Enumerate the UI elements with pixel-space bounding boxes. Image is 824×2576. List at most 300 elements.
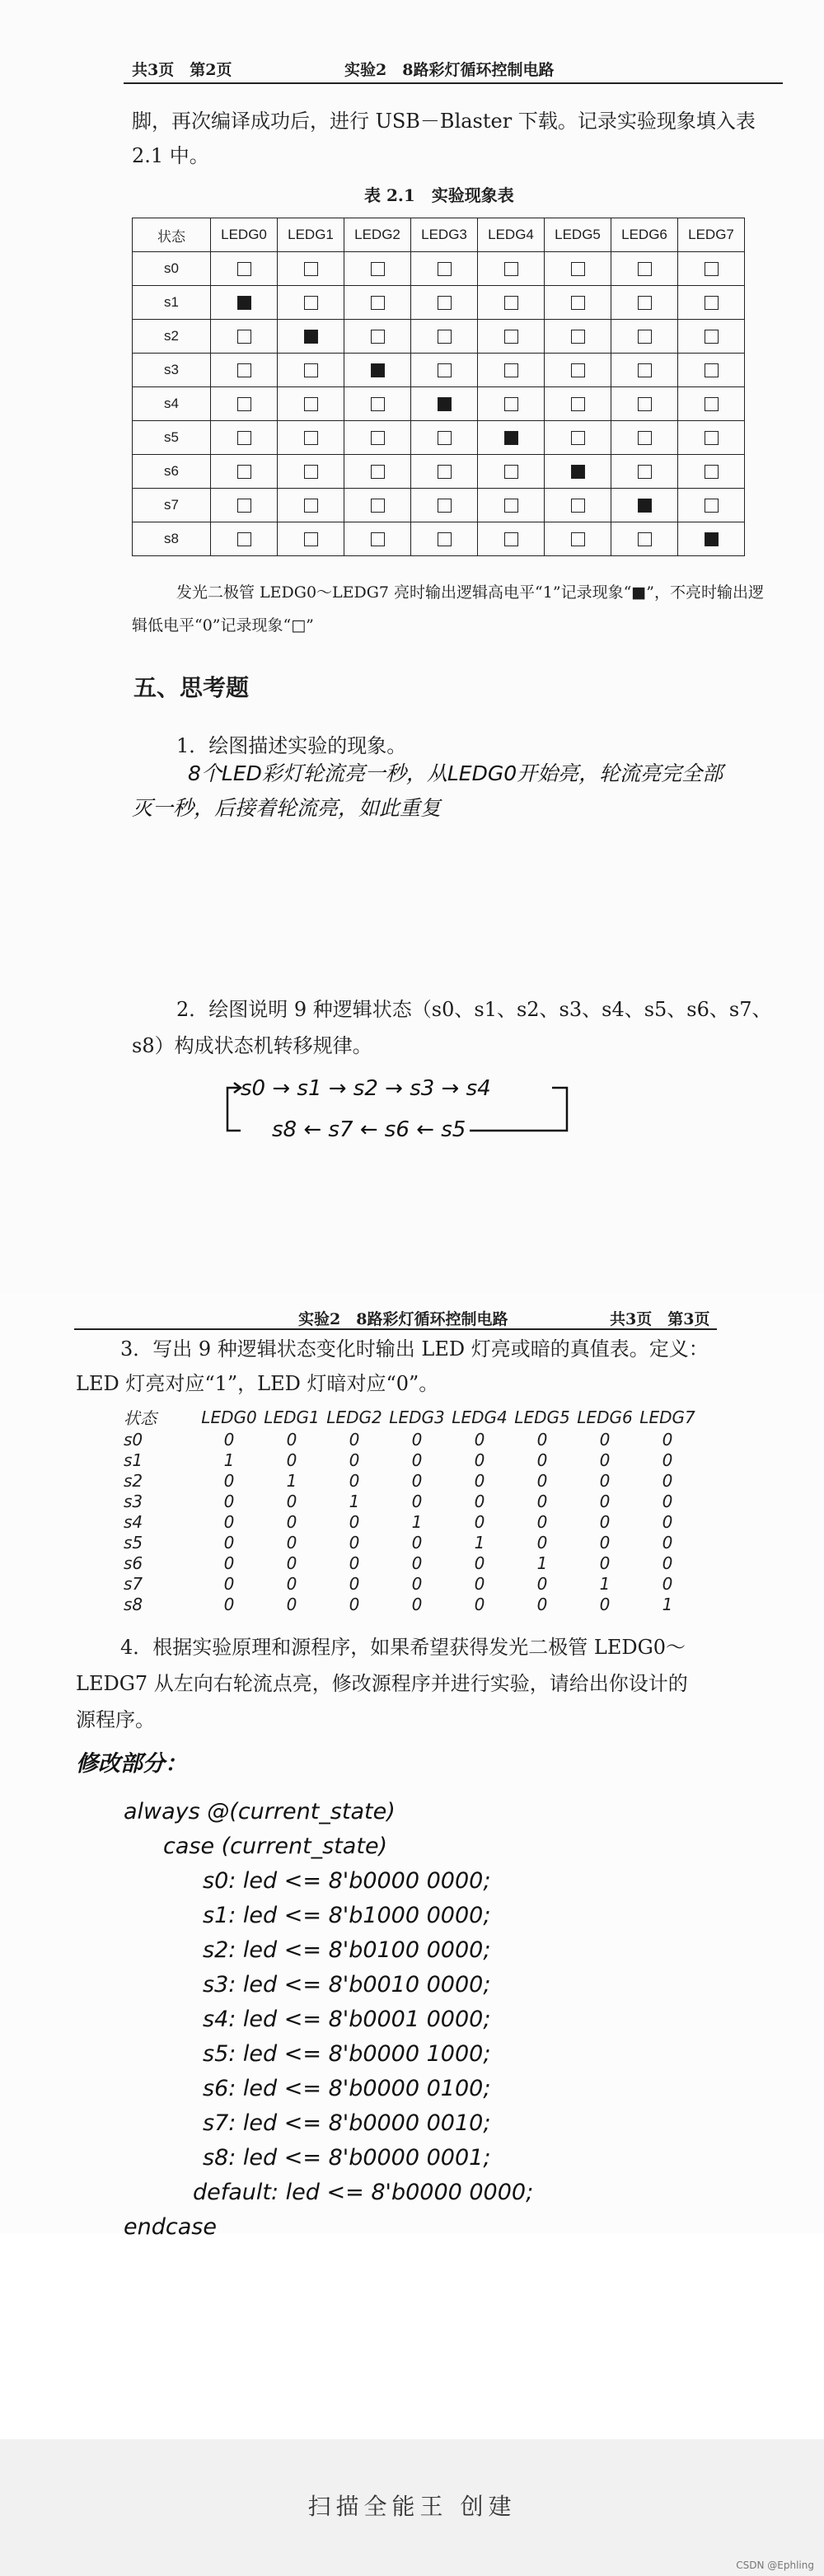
led-cell: [611, 421, 678, 455]
truth-cell: LEDG1: [264, 1407, 320, 1427]
empty-square-icon: [705, 330, 719, 344]
truth-cell: 1: [286, 1470, 297, 1491]
empty-square-icon: [371, 330, 385, 344]
led-cell: [678, 320, 745, 354]
empty-square-icon: [705, 262, 719, 276]
empty-square-icon: [438, 499, 452, 513]
question-3-line-2: LED 灯亮对应“1”，LED 灯暗对应“0”。: [76, 1372, 439, 1395]
truth-cell: 0: [349, 1470, 360, 1491]
empty-square-icon: [304, 532, 318, 546]
truth-cell: 0: [599, 1511, 611, 1532]
table-row: [133, 320, 745, 354]
note-line-2: 辑低电平“0”记录现象“□”: [132, 616, 314, 635]
filled-square-icon: [571, 465, 585, 479]
empty-square-icon: [504, 465, 518, 479]
led-cell: [678, 354, 745, 387]
question-2-line-1: 2．绘图说明 9 种逻辑状态（s0、s1、s2、s3、s4、s5、s6、s7、: [176, 998, 772, 1021]
truth-cell: 0: [223, 1553, 235, 1573]
led-cell: [211, 455, 278, 489]
header-rule: [124, 82, 783, 84]
truth-header-row: [124, 1405, 699, 1429]
truth-cell: 0: [474, 1573, 485, 1594]
led-cell: [545, 252, 611, 286]
truth-cell: 0: [349, 1573, 360, 1594]
empty-square-icon: [638, 262, 652, 276]
empty-square-icon: [438, 465, 452, 479]
truth-cell: 0: [474, 1450, 485, 1470]
truth-cell: 0: [223, 1470, 235, 1491]
empty-square-icon: [371, 296, 385, 310]
led-cell: [478, 252, 545, 286]
question-1: 1．绘图描述实验的现象。: [176, 734, 407, 757]
truth-cell: 1: [662, 1594, 673, 1614]
truth-cell: s2: [124, 1470, 143, 1491]
table-header-cell: LEDG2: [344, 218, 411, 252]
empty-square-icon: [638, 431, 652, 445]
answer-1-line-1: 8个LED彩灯轮流亮一秒，从LEDG0开始亮，轮流亮完全部: [188, 761, 723, 785]
truth-cell: 0: [536, 1491, 548, 1511]
truth-cell: 0: [223, 1573, 235, 1594]
table-header-cell: LEDG1: [278, 218, 344, 252]
empty-square-icon: [237, 499, 251, 513]
led-cell: [211, 252, 278, 286]
state-cell: s0: [133, 252, 211, 286]
led-cell: [278, 489, 344, 522]
truth-cell: 0: [662, 1470, 673, 1491]
led-cell: [478, 387, 545, 421]
empty-square-icon: [237, 397, 251, 411]
empty-square-icon: [571, 397, 585, 411]
truth-cell: LEDG5: [514, 1407, 570, 1427]
truth-cell: 0: [474, 1429, 485, 1450]
intro-line-2: 2.1 中。: [132, 144, 209, 167]
question-2-line-2: s8）构成状态机转移规律。: [132, 1034, 372, 1057]
note-line-1: 发光二极管 LEDG0～LEDG7 亮时输出逻辑高电平“1”记录现象“■”，不亮时输出逻: [176, 583, 764, 602]
state-cell: s8: [133, 522, 211, 556]
empty-square-icon: [304, 431, 318, 445]
page-2-header-title: 实验2 8路彩灯循环控制电路: [298, 1310, 508, 1328]
code-line: default: led <= 8'b0000 0000;: [193, 2180, 534, 2205]
led-cell: [678, 522, 745, 556]
truth-cell: 0: [599, 1553, 611, 1573]
empty-square-icon: [705, 431, 719, 445]
led-cell: [411, 455, 478, 489]
led-cell: [478, 286, 545, 320]
led-cell: [411, 522, 478, 556]
page-1-header-title: 实验2 8路彩灯循环控制电路: [344, 61, 555, 79]
truth-cell: 0: [349, 1511, 360, 1532]
led-cell: [344, 421, 411, 455]
empty-square-icon: [371, 431, 385, 445]
state-cell: s3: [133, 354, 211, 387]
truth-cell: 0: [536, 1573, 548, 1594]
truth-cell: 0: [536, 1429, 548, 1450]
filled-square-icon: [705, 532, 719, 546]
code-line: s1: led <= 8'b1000 0000;: [203, 1903, 491, 1928]
truth-cell: LEDG7: [639, 1407, 695, 1427]
led-cell: [278, 387, 344, 421]
truth-cell: 0: [599, 1450, 611, 1470]
led-cell: [545, 286, 611, 320]
table-row: [133, 387, 745, 421]
truth-cell: 0: [536, 1511, 548, 1532]
led-cell: [545, 489, 611, 522]
empty-square-icon: [304, 465, 318, 479]
led-cell: [478, 320, 545, 354]
led-cell: [344, 522, 411, 556]
truth-cell: 0: [349, 1532, 360, 1553]
empty-square-icon: [438, 262, 452, 276]
scanner-footer: [0, 2439, 824, 2576]
truth-cell: 0: [662, 1511, 673, 1532]
empty-square-icon: [438, 363, 452, 377]
led-cell: [611, 387, 678, 421]
truth-cell: s6: [124, 1553, 143, 1573]
truth-row: [124, 1532, 699, 1553]
led-cell: [678, 489, 745, 522]
empty-square-icon: [438, 330, 452, 344]
truth-table: [124, 1405, 699, 1614]
led-cell: [678, 252, 745, 286]
empty-square-icon: [438, 431, 452, 445]
empty-square-icon: [371, 532, 385, 546]
led-cell: [411, 286, 478, 320]
truth-cell: s5: [124, 1532, 143, 1553]
table-header-cell: 状态: [133, 218, 211, 252]
led-cell: [678, 387, 745, 421]
code-line: s3: led <= 8'b0010 0000;: [203, 1972, 491, 1998]
truth-cell: 1: [349, 1491, 360, 1511]
led-cell: [678, 421, 745, 455]
empty-square-icon: [705, 397, 719, 411]
empty-square-icon: [504, 262, 518, 276]
truth-cell: 0: [474, 1470, 485, 1491]
led-cell: [411, 320, 478, 354]
led-cell: [344, 286, 411, 320]
truth-cell: 0: [349, 1450, 360, 1470]
truth-cell: 0: [662, 1429, 673, 1450]
led-cell: [211, 387, 278, 421]
table-header-cell: LEDG0: [211, 218, 278, 252]
led-cell: [478, 421, 545, 455]
led-cell: [478, 455, 545, 489]
table-header-cell: LEDG7: [678, 218, 745, 252]
empty-square-icon: [705, 465, 719, 479]
truth-cell: 0: [349, 1553, 360, 1573]
truth-cell: 0: [662, 1532, 673, 1553]
truth-row: [124, 1491, 699, 1511]
empty-square-icon: [237, 262, 251, 276]
answer-1-line-2: 灭一秒，后接着轮流亮，如此重复: [132, 796, 442, 820]
led-cell: [344, 489, 411, 522]
empty-square-icon: [304, 262, 318, 276]
empty-square-icon: [304, 499, 318, 513]
truth-row: [124, 1470, 699, 1491]
question-4-line-3: 源程序。: [76, 1708, 155, 1731]
truth-cell: 0: [662, 1450, 673, 1470]
code-line: always @(current_state): [124, 1799, 396, 1824]
code-line: s4: led <= 8'b0001 0000;: [203, 2007, 491, 2032]
empty-square-icon: [237, 363, 251, 377]
truth-cell: s7: [124, 1573, 143, 1594]
code-line: s7: led <= 8'b0000 0010;: [203, 2110, 491, 2136]
truth-cell: 0: [286, 1553, 297, 1573]
empty-square-icon: [504, 363, 518, 377]
empty-square-icon: [304, 397, 318, 411]
watermark: CSDN @Ephling: [736, 2560, 814, 2571]
state-cell: s5: [133, 421, 211, 455]
led-cell: [211, 522, 278, 556]
table-row: [133, 489, 745, 522]
empty-square-icon: [237, 532, 251, 546]
truth-cell: LEDG0: [201, 1407, 257, 1427]
modification-label: 修改部分：: [76, 1751, 187, 1777]
empty-square-icon: [237, 465, 251, 479]
truth-cell: 0: [411, 1491, 423, 1511]
empty-square-icon: [638, 532, 652, 546]
truth-cell: 0: [599, 1470, 611, 1491]
truth-cell: 0: [536, 1532, 548, 1553]
led-cell: [344, 354, 411, 387]
table-header-cell: LEDG5: [545, 218, 611, 252]
section-title: 五、思考题: [133, 674, 250, 701]
led-cell: [411, 252, 478, 286]
filled-square-icon: [438, 397, 452, 411]
led-cell: [411, 421, 478, 455]
filled-square-icon: [304, 330, 318, 344]
led-cell: [611, 522, 678, 556]
empty-square-icon: [571, 330, 585, 344]
truth-cell: 0: [599, 1532, 611, 1553]
led-cell: [211, 354, 278, 387]
empty-square-icon: [438, 532, 452, 546]
truth-cell: 0: [286, 1491, 297, 1511]
empty-square-icon: [638, 465, 652, 479]
led-cell: [545, 421, 611, 455]
code-line: endcase: [124, 2214, 217, 2240]
table-header-cell: LEDG4: [478, 218, 545, 252]
code-line: s5: led <= 8'b0000 1000;: [203, 2041, 491, 2067]
state-cell: s1: [133, 286, 211, 320]
fsm-bottom-row: s8 ← s7 ← s6 ← s5: [272, 1117, 466, 1142]
truth-cell: 0: [411, 1429, 423, 1450]
empty-square-icon: [371, 465, 385, 479]
truth-cell: 0: [349, 1594, 360, 1614]
led-cell: [278, 522, 344, 556]
truth-cell: LEDG3: [389, 1407, 445, 1427]
led-cell: [278, 455, 344, 489]
empty-square-icon: [504, 532, 518, 546]
led-cell: [611, 489, 678, 522]
led-cell: [278, 252, 344, 286]
empty-square-icon: [371, 262, 385, 276]
table-header-cell: LEDG6: [611, 218, 678, 252]
empty-square-icon: [638, 330, 652, 344]
truth-row: [124, 1450, 699, 1470]
truth-cell: 1: [411, 1511, 423, 1532]
truth-cell: 0: [223, 1532, 235, 1553]
empty-square-icon: [638, 296, 652, 310]
led-cell: [211, 320, 278, 354]
table-row: [133, 455, 745, 489]
led-cell: [611, 455, 678, 489]
empty-square-icon: [638, 397, 652, 411]
code-line: s0: led <= 8'b0000 0000;: [203, 1868, 491, 1894]
truth-cell: 0: [662, 1553, 673, 1573]
filled-square-icon: [237, 296, 251, 310]
truth-cell: 0: [474, 1553, 485, 1573]
truth-cell: s8: [124, 1594, 143, 1614]
empty-square-icon: [571, 363, 585, 377]
table-row: [133, 522, 745, 556]
truth-cell: 1: [474, 1532, 485, 1553]
table-row: [133, 286, 745, 320]
filled-square-icon: [504, 431, 518, 445]
truth-cell: 0: [411, 1553, 423, 1573]
truth-cell: 0: [223, 1491, 235, 1511]
led-cell: [211, 421, 278, 455]
truth-cell: 0: [223, 1594, 235, 1614]
led-cell: [278, 421, 344, 455]
truth-cell: LEDG6: [577, 1407, 633, 1427]
led-cell: [678, 455, 745, 489]
truth-row: [124, 1511, 699, 1532]
observation-table: [132, 218, 745, 556]
truth-cell: 0: [536, 1450, 548, 1470]
truth-cell: s3: [124, 1491, 143, 1511]
empty-square-icon: [504, 330, 518, 344]
truth-cell: s1: [124, 1450, 143, 1470]
header-rule: [74, 1328, 717, 1330]
handwritten-code: [124, 1796, 766, 2250]
truth-row: [124, 1573, 699, 1594]
intro-line-1: 脚，再次编译成功后，进行 USB－Blaster 下载。记录实验现象填入表: [132, 110, 756, 133]
led-cell: [411, 387, 478, 421]
truth-cell: 0: [411, 1470, 423, 1491]
page-1-header-left: 共3页 第2页: [132, 61, 232, 79]
truth-cell: 0: [223, 1429, 235, 1450]
truth-cell: 0: [411, 1450, 423, 1470]
truth-cell: 0: [286, 1511, 297, 1532]
table-header-cell: LEDG3: [411, 218, 478, 252]
truth-cell: 0: [411, 1573, 423, 1594]
led-cell: [545, 387, 611, 421]
empty-square-icon: [705, 296, 719, 310]
code-line: s8: led <= 8'b0000 0001;: [203, 2145, 491, 2171]
filled-square-icon: [371, 363, 385, 377]
empty-square-icon: [504, 296, 518, 310]
empty-square-icon: [571, 532, 585, 546]
led-cell: [545, 455, 611, 489]
empty-square-icon: [705, 499, 719, 513]
fsm-top-row: s0 → s1 → s2 → s3 → s4: [241, 1076, 491, 1101]
table-row: [133, 252, 745, 286]
truth-cell: 0: [536, 1594, 548, 1614]
truth-cell: 0: [286, 1429, 297, 1450]
truth-cell: 1: [599, 1573, 611, 1594]
truth-cell: 0: [286, 1573, 297, 1594]
state-cell: s2: [133, 320, 211, 354]
truth-cell: 0: [599, 1491, 611, 1511]
led-cell: [211, 286, 278, 320]
led-cell: [478, 354, 545, 387]
truth-cell: 0: [349, 1429, 360, 1450]
question-3-line-1: 3．写出 9 种逻辑状态变化时输出 LED 灯亮或暗的真值表。定义：: [120, 1337, 709, 1361]
led-cell: [611, 354, 678, 387]
truth-row: [124, 1553, 699, 1573]
truth-row: [124, 1594, 699, 1614]
led-cell: [611, 320, 678, 354]
empty-square-icon: [504, 499, 518, 513]
truth-cell: 0: [474, 1594, 485, 1614]
state-cell: s4: [133, 387, 211, 421]
led-cell: [211, 489, 278, 522]
led-cell: [678, 286, 745, 320]
truth-cell: 0: [599, 1594, 611, 1614]
led-cell: [278, 354, 344, 387]
code-line: s6: led <= 8'b0000 0100;: [203, 2076, 491, 2101]
led-cell: [611, 286, 678, 320]
led-cell: [545, 522, 611, 556]
filled-square-icon: [638, 499, 652, 513]
empty-square-icon: [304, 363, 318, 377]
truth-cell: 0: [411, 1532, 423, 1553]
state-cell: s6: [133, 455, 211, 489]
led-cell: [278, 286, 344, 320]
empty-square-icon: [504, 397, 518, 411]
fsm-diagram: [222, 1071, 585, 1145]
page-2-header-right: 共3页 第3页: [610, 1310, 710, 1328]
led-cell: [545, 354, 611, 387]
led-cell: [545, 320, 611, 354]
truth-cell: s4: [124, 1511, 143, 1532]
table-row: [133, 354, 745, 387]
truth-cell: 0: [286, 1532, 297, 1553]
truth-cell: s0: [124, 1429, 143, 1450]
led-cell: [411, 354, 478, 387]
truth-cell: 0: [411, 1594, 423, 1614]
truth-cell: 状态: [124, 1408, 157, 1428]
empty-square-icon: [438, 296, 452, 310]
empty-square-icon: [237, 431, 251, 445]
truth-cell: LEDG2: [326, 1407, 382, 1427]
question-4-line-2: LEDG7 从左向右轮流点亮，修改源程序并进行实验，请给出你设计的: [76, 1672, 688, 1695]
truth-cell: 0: [286, 1594, 297, 1614]
empty-square-icon: [304, 296, 318, 310]
truth-row: [124, 1429, 699, 1450]
empty-square-icon: [571, 262, 585, 276]
empty-square-icon: [237, 330, 251, 344]
empty-square-icon: [571, 499, 585, 513]
code-line: case (current_state): [163, 1834, 388, 1859]
truth-cell: 0: [662, 1491, 673, 1511]
empty-square-icon: [638, 363, 652, 377]
truth-cell: 1: [223, 1450, 235, 1470]
empty-square-icon: [371, 397, 385, 411]
truth-cell: 0: [662, 1573, 673, 1594]
truth-cell: 0: [223, 1511, 235, 1532]
led-cell: [478, 489, 545, 522]
code-line: s2: led <= 8'b0100 0000;: [203, 1937, 491, 1963]
state-cell: s7: [133, 489, 211, 522]
table-row: [133, 421, 745, 455]
truth-cell: 1: [536, 1553, 548, 1573]
led-cell: [344, 455, 411, 489]
truth-cell: 0: [599, 1429, 611, 1450]
table-caption: 表 2.1 实验现象表: [364, 185, 514, 205]
led-cell: [344, 387, 411, 421]
truth-cell: 0: [286, 1450, 297, 1470]
